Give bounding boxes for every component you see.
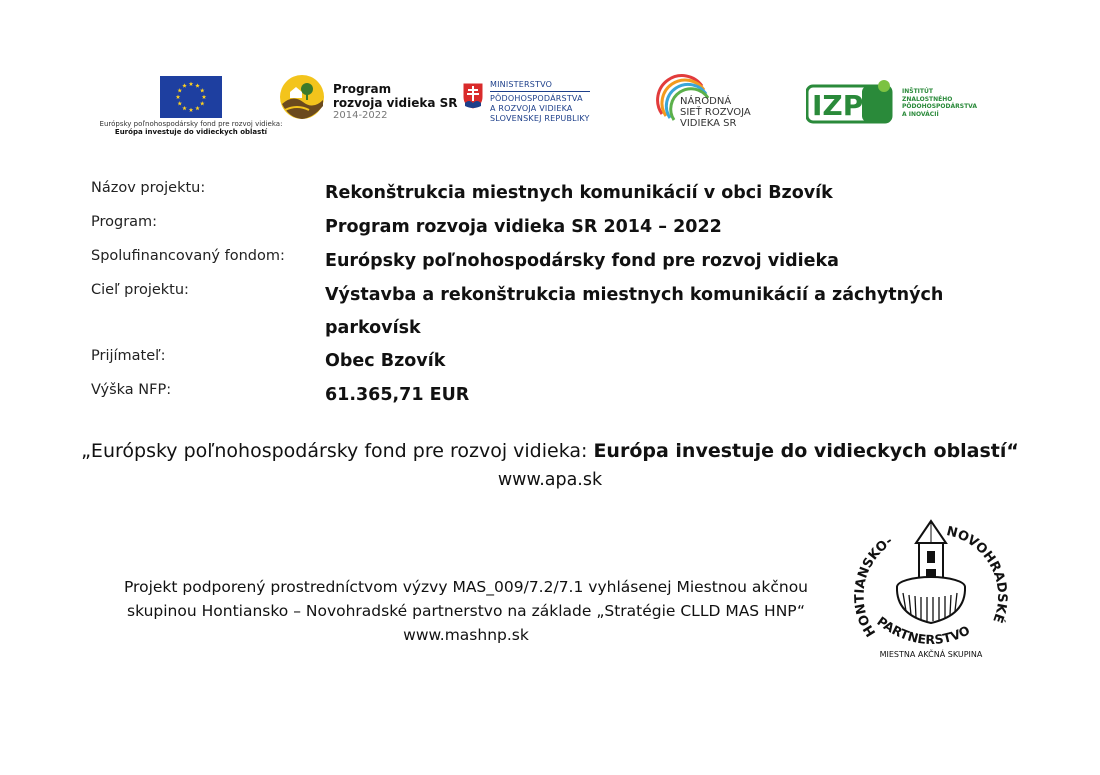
prv-landscape-icon	[279, 74, 325, 120]
prv-line1: Program	[333, 82, 392, 96]
prv-line3: 2014-2022	[333, 110, 388, 121]
izpi-line1: INŠTITÚT	[902, 88, 933, 95]
izpi-line2: ZNALOSTNÉHO	[902, 95, 953, 103]
ministry-line4: SLOVENSKEJ REPUBLIKY	[490, 114, 590, 123]
mas-bottom-word: PARTNERSTVO	[874, 613, 973, 648]
row-label: Názov projektu:	[91, 180, 206, 196]
ministry-logo	[462, 80, 622, 130]
prv-logo	[279, 74, 458, 124]
mas-arc-left: HONTIANSKO-	[852, 533, 896, 640]
ns-line2: SIEŤ ROZVOJA	[680, 107, 751, 118]
row-label: Spolufinancovaný fondom:	[91, 248, 285, 264]
row-label: Prijímateľ:	[91, 348, 166, 364]
eu-caption-line1: Európsky poľnohospodársky fond pre rozvoj vidieka:	[99, 120, 283, 128]
row-value: Program rozvoja vidieka SR 2014 – 2022	[325, 217, 722, 237]
slogan-part2: Európa investuje do vidieckych oblastí“	[593, 440, 1019, 462]
mas-subtitle: MIESTNA AKČNÁ SKUPINA	[879, 650, 983, 659]
row-label: Cieľ projektu:	[91, 282, 189, 298]
izpi-line3: PÔDOHOSPODÁRSTVA	[902, 103, 978, 110]
slogan	[0, 440, 1100, 462]
ministry-line1: MINISTERSTVO	[490, 80, 590, 92]
ministry-line3: A ROZVOJA VIDIEKA	[490, 104, 573, 113]
logo-strip	[0, 70, 1100, 145]
izpi-mark-text: IZPI	[812, 89, 874, 122]
apa-website: www.apa.sk	[497, 470, 603, 490]
row-label: Výška NFP:	[91, 382, 172, 398]
row-value: 61.365,71 EUR	[325, 385, 470, 405]
izpi-line4: A INOVÁCIÍ	[902, 110, 939, 118]
ns-line1: NÁRODNÁ	[680, 96, 732, 107]
narodna-siet-logo	[652, 74, 772, 134]
eu-caption-line2: Európa investuje do vidieckych oblastí	[114, 128, 268, 136]
eu-flag-icon	[160, 76, 222, 118]
izpi-logo	[806, 80, 986, 130]
mas-arc-right: NOVOHRADSKÉ	[944, 524, 1010, 625]
row-value: Výstavba a rekonštrukcia miestnych komunikácií a záchytných parkovísk	[325, 285, 944, 338]
slogan-part1: „Európsky poľnohospodársky fond pre rozvoj vidieka:	[81, 440, 594, 462]
row-value: Obec Bzovík	[325, 351, 446, 371]
row-label: Program:	[91, 214, 158, 230]
izpi-mark-icon	[806, 80, 896, 124]
ministry-line2: PÔDOHOSPODÁRSTVA	[490, 94, 583, 103]
footer-text: Projekt podporený prostredníctvom výzvy MAS_009/7.2/7.1 vyhlásenej Miestnou akčnou skupinou Hontiansko – Novohradské partnerstvo na základe „Stratégie CLLD MAS HNP“ www.mashnp.sk	[123, 578, 809, 644]
ns-line3: VIDIEKA SR	[680, 118, 737, 129]
eu-logo	[96, 76, 286, 136]
prv-line2: rozvoja vidieka SR	[333, 96, 458, 110]
slovak-crest-icon	[462, 82, 484, 110]
row-value: Rekonštrukcia miestnych komunikácií v obci Bzovík	[325, 183, 833, 203]
mas-hnp-logo	[846, 515, 1016, 665]
row-value: Európsky poľnohospodársky fond pre rozvoj vidieka	[325, 251, 839, 271]
